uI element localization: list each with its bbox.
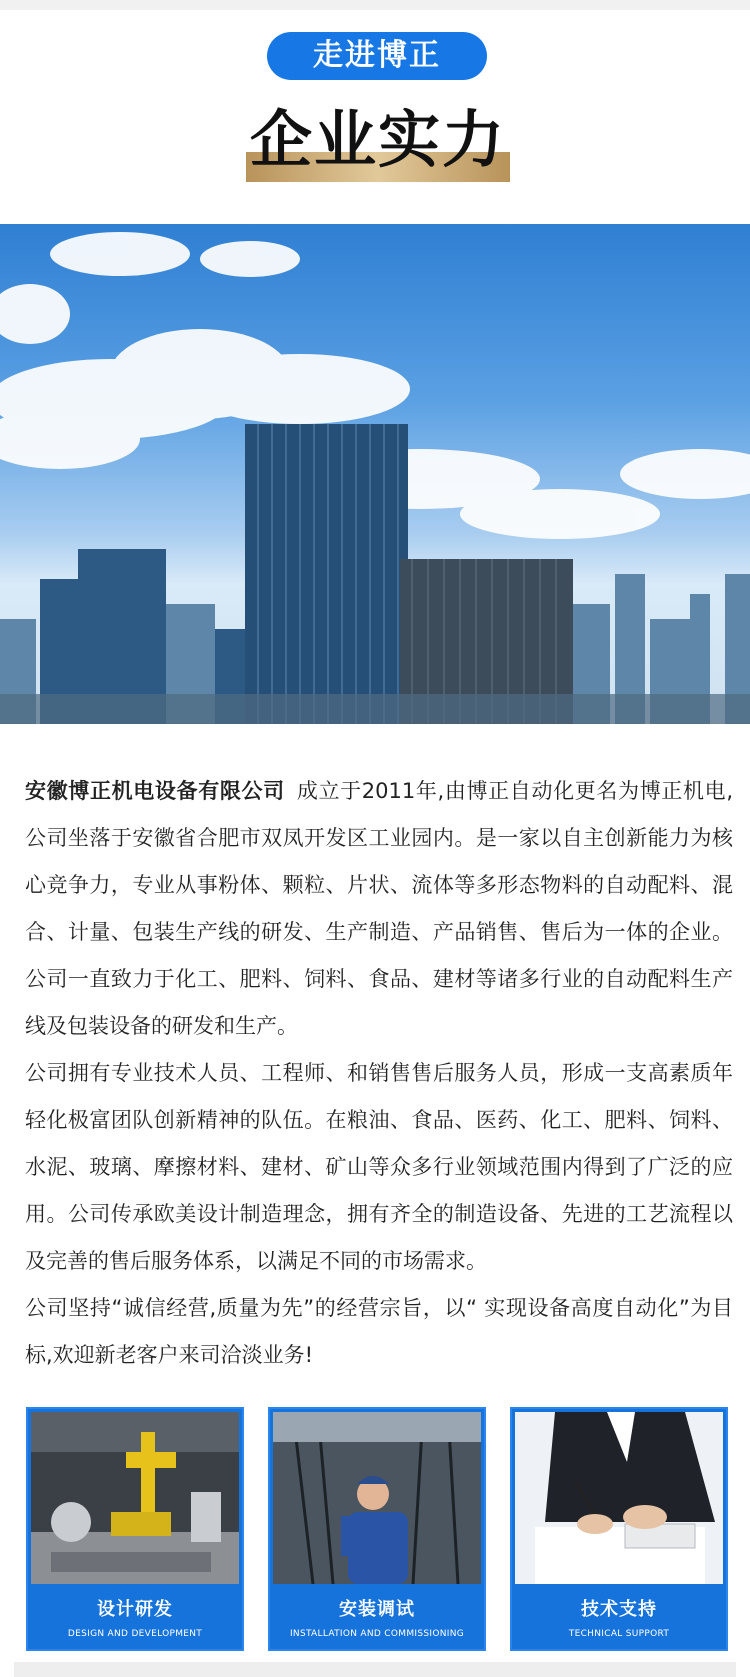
top-strip	[0, 0, 750, 10]
card-subtitle: TECHNICAL SUPPORT	[568, 1629, 670, 1639]
card-title: 安装调试	[339, 1599, 415, 1620]
business-writing-photo	[515, 1412, 723, 1584]
card-subtitle: DESIGN AND DEVELOPMENT	[67, 1629, 203, 1639]
hero-skyline-image	[0, 224, 750, 724]
company-name: 安徽博正机电设备有限公司	[25, 779, 285, 803]
section-title-wrap	[246, 98, 510, 182]
company-description	[25, 768, 733, 1379]
robot-workshop-photo	[31, 1412, 239, 1584]
card-design-development[interactable]	[26, 1407, 244, 1651]
description-paragraph-1	[25, 768, 733, 1050]
section-header	[0, 10, 750, 220]
description-text-1: 成立于2011年,由博正自动化更名为博正机电,公司坐落于安徽省合肥市双凤开发区工业园内。是一家以自主创新能力为核心竞争力，专业从事粉体、颗粒、片状、流体等多形态物料的自动配料、混合、计量、包装生产线的研发、生产制造、产品销售、售后为一体的企业。公司一直致力于化工、肥料、饲料、食品、建材等诸多行业的自动配料生产线及包装设备的研发和生产。	[25, 779, 734, 1038]
card-title: 设计研发	[97, 1599, 173, 1620]
service-cards	[26, 1407, 728, 1651]
card-subtitle: INSTALLATION AND COMMISSIONING	[289, 1629, 465, 1639]
description-paragraph-2: 公司拥有专业技术人员、工程师、和销售售后服务人员，形成一支高素质年轻化极富团队创新精神的队伍。在粮油、食品、医药、化工、肥料、饲料、水泥、玻璃、摩擦材料、建材、矿山等众多行业领域范围内得到了广泛的应用。公司传承欧美设计制造理念，拥有齐全的制造设备、先进的工艺流程以及完善的售后服务体系，以满足不同的市场需求。	[25, 1061, 733, 1273]
engineer-photo	[273, 1412, 481, 1584]
bottom-strip	[14, 1662, 736, 1677]
card-technical-support[interactable]	[510, 1407, 728, 1651]
section-title: 企业实力	[249, 103, 506, 176]
card-title: 技术支持	[581, 1599, 657, 1620]
card-installation[interactable]	[268, 1407, 486, 1651]
section-pill-label: 走进博正	[267, 32, 487, 80]
description-paragraph-3: 公司坚持“诚信经营,质量为先”的经营宗旨，以“ 实现设备高度自动化”为目标,欢迎新老客户来司洽淡业务!	[25, 1296, 733, 1367]
